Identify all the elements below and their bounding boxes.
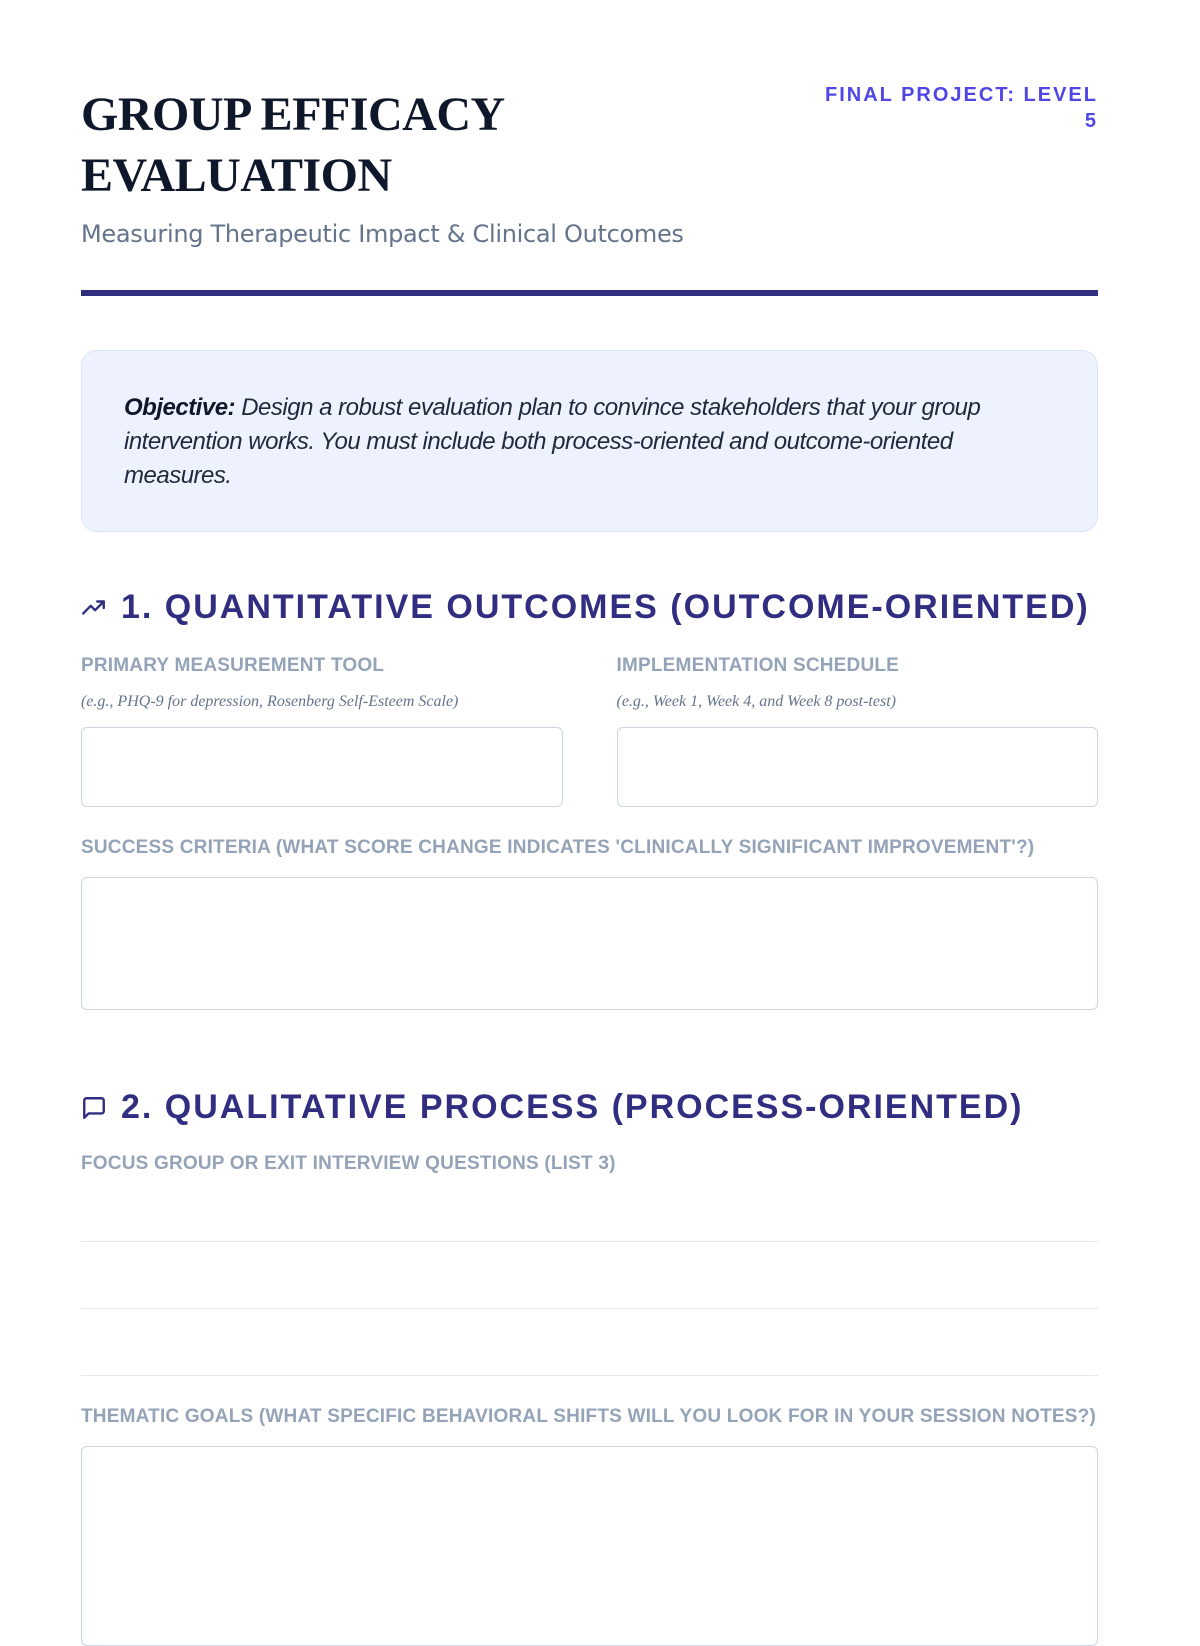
thematic-goals-label: THEMATIC GOALS (WHAT SPECIFIC BEHAVIORAL SHIFTS WILL YOU LOOK FOR IN YOUR SESSION NOTES?): [81, 1406, 1096, 1427]
objective-callout: [81, 350, 1098, 532]
question-line-2[interactable]: [81, 1242, 1098, 1309]
interview-questions-lines: [81, 1175, 1098, 1376]
page-header: [81, 0, 1098, 248]
section-quantitative-heading: [81, 588, 1098, 627]
header-divider: [81, 290, 1098, 296]
question-line-1[interactable]: [81, 1175, 1098, 1242]
measurement-tool-field: [81, 655, 563, 807]
implementation-schedule-input[interactable]: [617, 727, 1099, 807]
measurement-tool-hint: (e.g., PHQ-9 for depression, Rosenberg Self-Esteem Scale): [81, 693, 459, 710]
interview-questions-label: FOCUS GROUP OR EXIT INTERVIEW QUESTIONS (LIST 3): [81, 1153, 616, 1174]
implementation-schedule-field: [617, 655, 1099, 807]
page-subtitle: Measuring Therapeutic Impact & Clinical Outcomes: [81, 220, 684, 248]
section-qualitative-title: 2. QUALITATIVE PROCESS (PROCESS-ORIENTED): [121, 1088, 1024, 1126]
question-line-3[interactable]: [81, 1309, 1098, 1376]
page-title: GROUP EFFICACY EVALUATION: [81, 88, 503, 202]
section-quantitative-title: 1. QUANTITATIVE OUTCOMES (OUTCOME-ORIENTED): [121, 588, 1090, 626]
success-criteria-field: [81, 837, 1098, 1010]
message-square-icon: [81, 1095, 107, 1121]
section-qualitative-heading: [81, 1088, 1098, 1127]
objective-label: Objective:: [124, 394, 236, 421]
implementation-schedule-label: IMPLEMENTATION SCHEDULE: [616, 655, 900, 676]
project-level-tag: FINAL PROJECT: LEVEL 5: [825, 84, 1098, 132]
success-criteria-textarea[interactable]: [81, 877, 1098, 1010]
implementation-schedule-hint: (e.g., Week 1, Week 4, and Week 8 post-test): [616, 693, 896, 710]
trending-up-icon: [81, 595, 107, 621]
measurement-row: [81, 655, 1098, 807]
thematic-goals-textarea[interactable]: [81, 1446, 1098, 1646]
measurement-tool-label: PRIMARY MEASUREMENT TOOL: [81, 655, 385, 676]
measurement-tool-input[interactable]: [81, 727, 563, 807]
success-criteria-label: SUCCESS CRITERIA (WHAT SCORE CHANGE INDICATES 'CLINICALLY SIGNIFICANT IMPROVEMENT'?): [81, 837, 1035, 858]
objective-text: Design a robust evaluation plan to convince stakeholders that your group intervention works. You must include both process-oriented and outcome-oriented measures.: [124, 394, 981, 489]
thematic-goals-field: [81, 1406, 1098, 1646]
interview-questions-field: [81, 1153, 1098, 1376]
